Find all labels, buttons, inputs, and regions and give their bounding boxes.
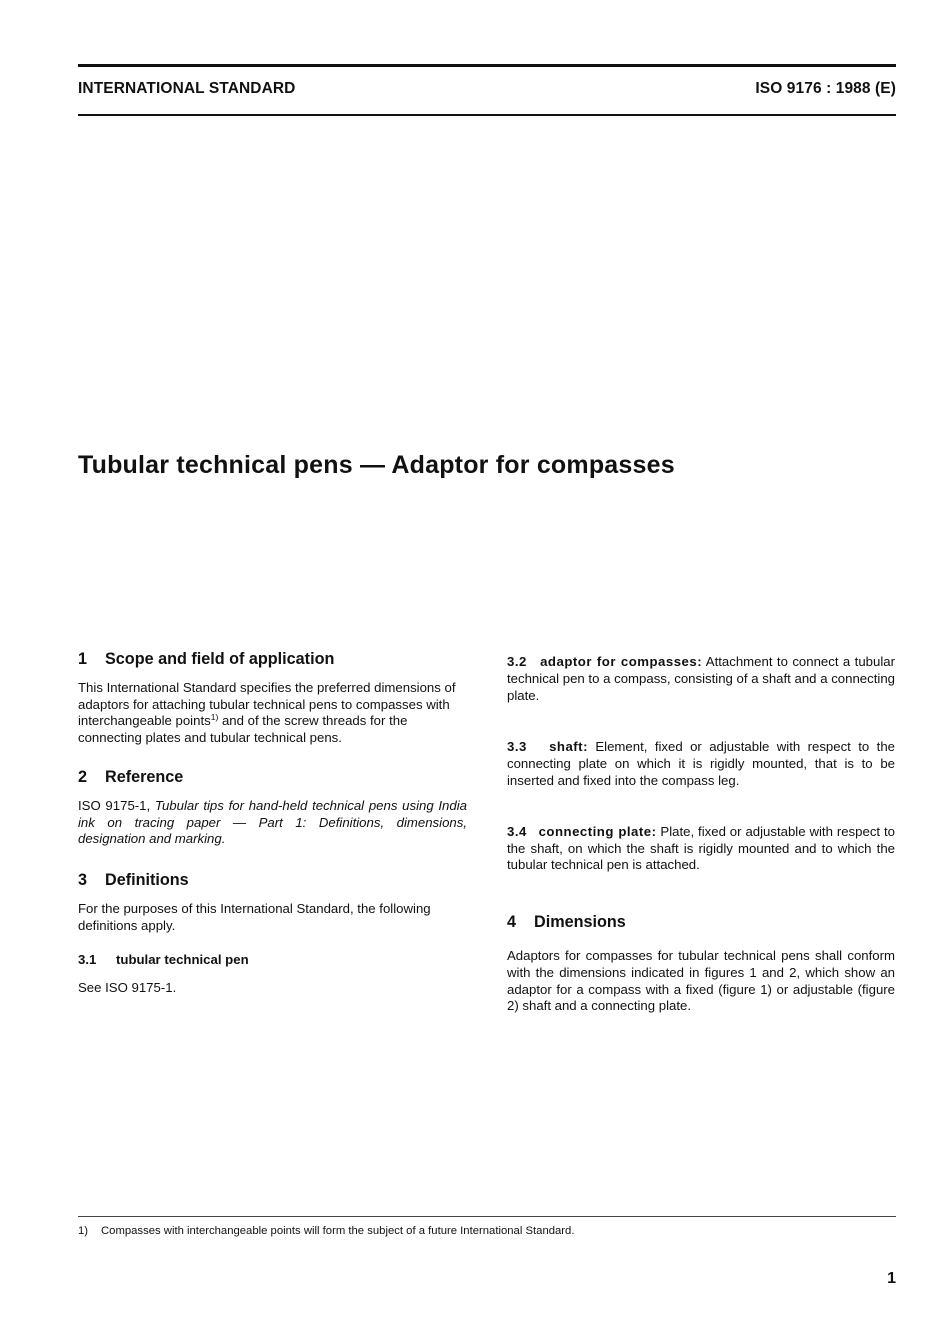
section-1-text-a: This International Standard specifies the preferred dimensions of adaptors for attaching tubular technical pens to compasses with interchangeable points xyxy=(78,679,456,729)
footnote-separator xyxy=(78,1216,896,1217)
section-4-number: 4 xyxy=(507,913,517,932)
definition-3-4-term: connecting plate: xyxy=(538,823,657,839)
section-1-text xyxy=(78,680,467,747)
footnote-text: Compasses with interchangeable points will form the subject of a future International Standard. xyxy=(101,1225,575,1237)
definition-3-2-term: adaptor for compasses: xyxy=(540,654,703,669)
section-3-intro: For the purposes of this International Standard, the following definitions apply. xyxy=(78,900,431,933)
definition-3-4 xyxy=(507,824,895,874)
definition-3-1-term: tubular technical pen xyxy=(116,951,249,967)
left-column xyxy=(78,651,467,997)
footnote-reference: 1) xyxy=(210,712,219,723)
document-title: Tubular technical pens — Adaptor for compasses xyxy=(78,451,675,479)
page-number: 1 xyxy=(887,1270,896,1287)
section-3-heading xyxy=(78,872,467,889)
section-3-title: Definitions xyxy=(105,871,189,890)
footnote-mark: 1) xyxy=(78,1225,89,1237)
header-doc-id: ISO 9176 : 1988 (E) xyxy=(755,80,896,97)
section-2-text xyxy=(78,798,467,848)
section-2-heading xyxy=(78,769,467,786)
definition-3-2 xyxy=(507,654,895,704)
definition-3-1-text: See ISO 9175-1. xyxy=(78,980,177,996)
reference-title: Tubular tips for hand-held technical pens using India ink on tracing paper — Part 1: Definitions, dimensions, designation and marking. xyxy=(78,797,467,847)
section-4-heading xyxy=(507,914,895,931)
section-1-text-b: and of the screw threads for the connecting plates and tubular technical pens. xyxy=(78,713,408,746)
definition-3-1-heading xyxy=(78,952,467,969)
section-4-title: Dimensions xyxy=(534,913,626,932)
footnote xyxy=(78,1225,574,1237)
definition-3-3 xyxy=(507,739,895,789)
reference-id: ISO 9175-1, xyxy=(78,797,155,813)
definition-3-3-text: Element, fixed or adjustable with respect to the connecting plate on which it is rigidly mounted, that is to be inserted and fixed into the compass leg. xyxy=(507,739,895,788)
right-column xyxy=(507,654,895,1015)
section-1-heading xyxy=(78,651,467,668)
header-top-rule xyxy=(78,64,896,67)
header-bottom-rule xyxy=(78,114,896,116)
definition-3-2-number: 3.2 xyxy=(507,654,527,669)
section-4-text: Adaptors for compasses for tubular technical pens shall conform with the dimensions indicated in figures 1 and 2, which show an adaptor for a compass with a fixed (figure 1) or adjustable (figure 2) shaft and a connecting plate. xyxy=(507,947,895,1014)
definition-3-4-text: Plate, fixed or adjustable with respect to the shaft, on which the shaft is rigidly mounted and to which the tubular technical pen is attached. xyxy=(507,823,895,873)
definition-3-1-number: 3.1 xyxy=(78,951,97,967)
section-1-number: 1 xyxy=(78,650,88,668)
section-2-number: 2 xyxy=(78,767,88,786)
section-3-number: 3 xyxy=(78,871,88,890)
definition-3-3-term: shaft: xyxy=(549,739,588,755)
section-2-title: Reference xyxy=(105,767,184,786)
section-1-title: Scope and field of application xyxy=(105,650,335,668)
definition-3-3-number: 3.3 xyxy=(507,739,527,755)
header-doc-type: INTERNATIONAL STANDARD xyxy=(78,80,296,97)
definition-3-4-number: 3.4 xyxy=(507,823,527,839)
definition-3-2-text: Attachment to connect a tubular technical pen to a compass, consisting of a shaft and a connecting plate. xyxy=(507,654,896,703)
